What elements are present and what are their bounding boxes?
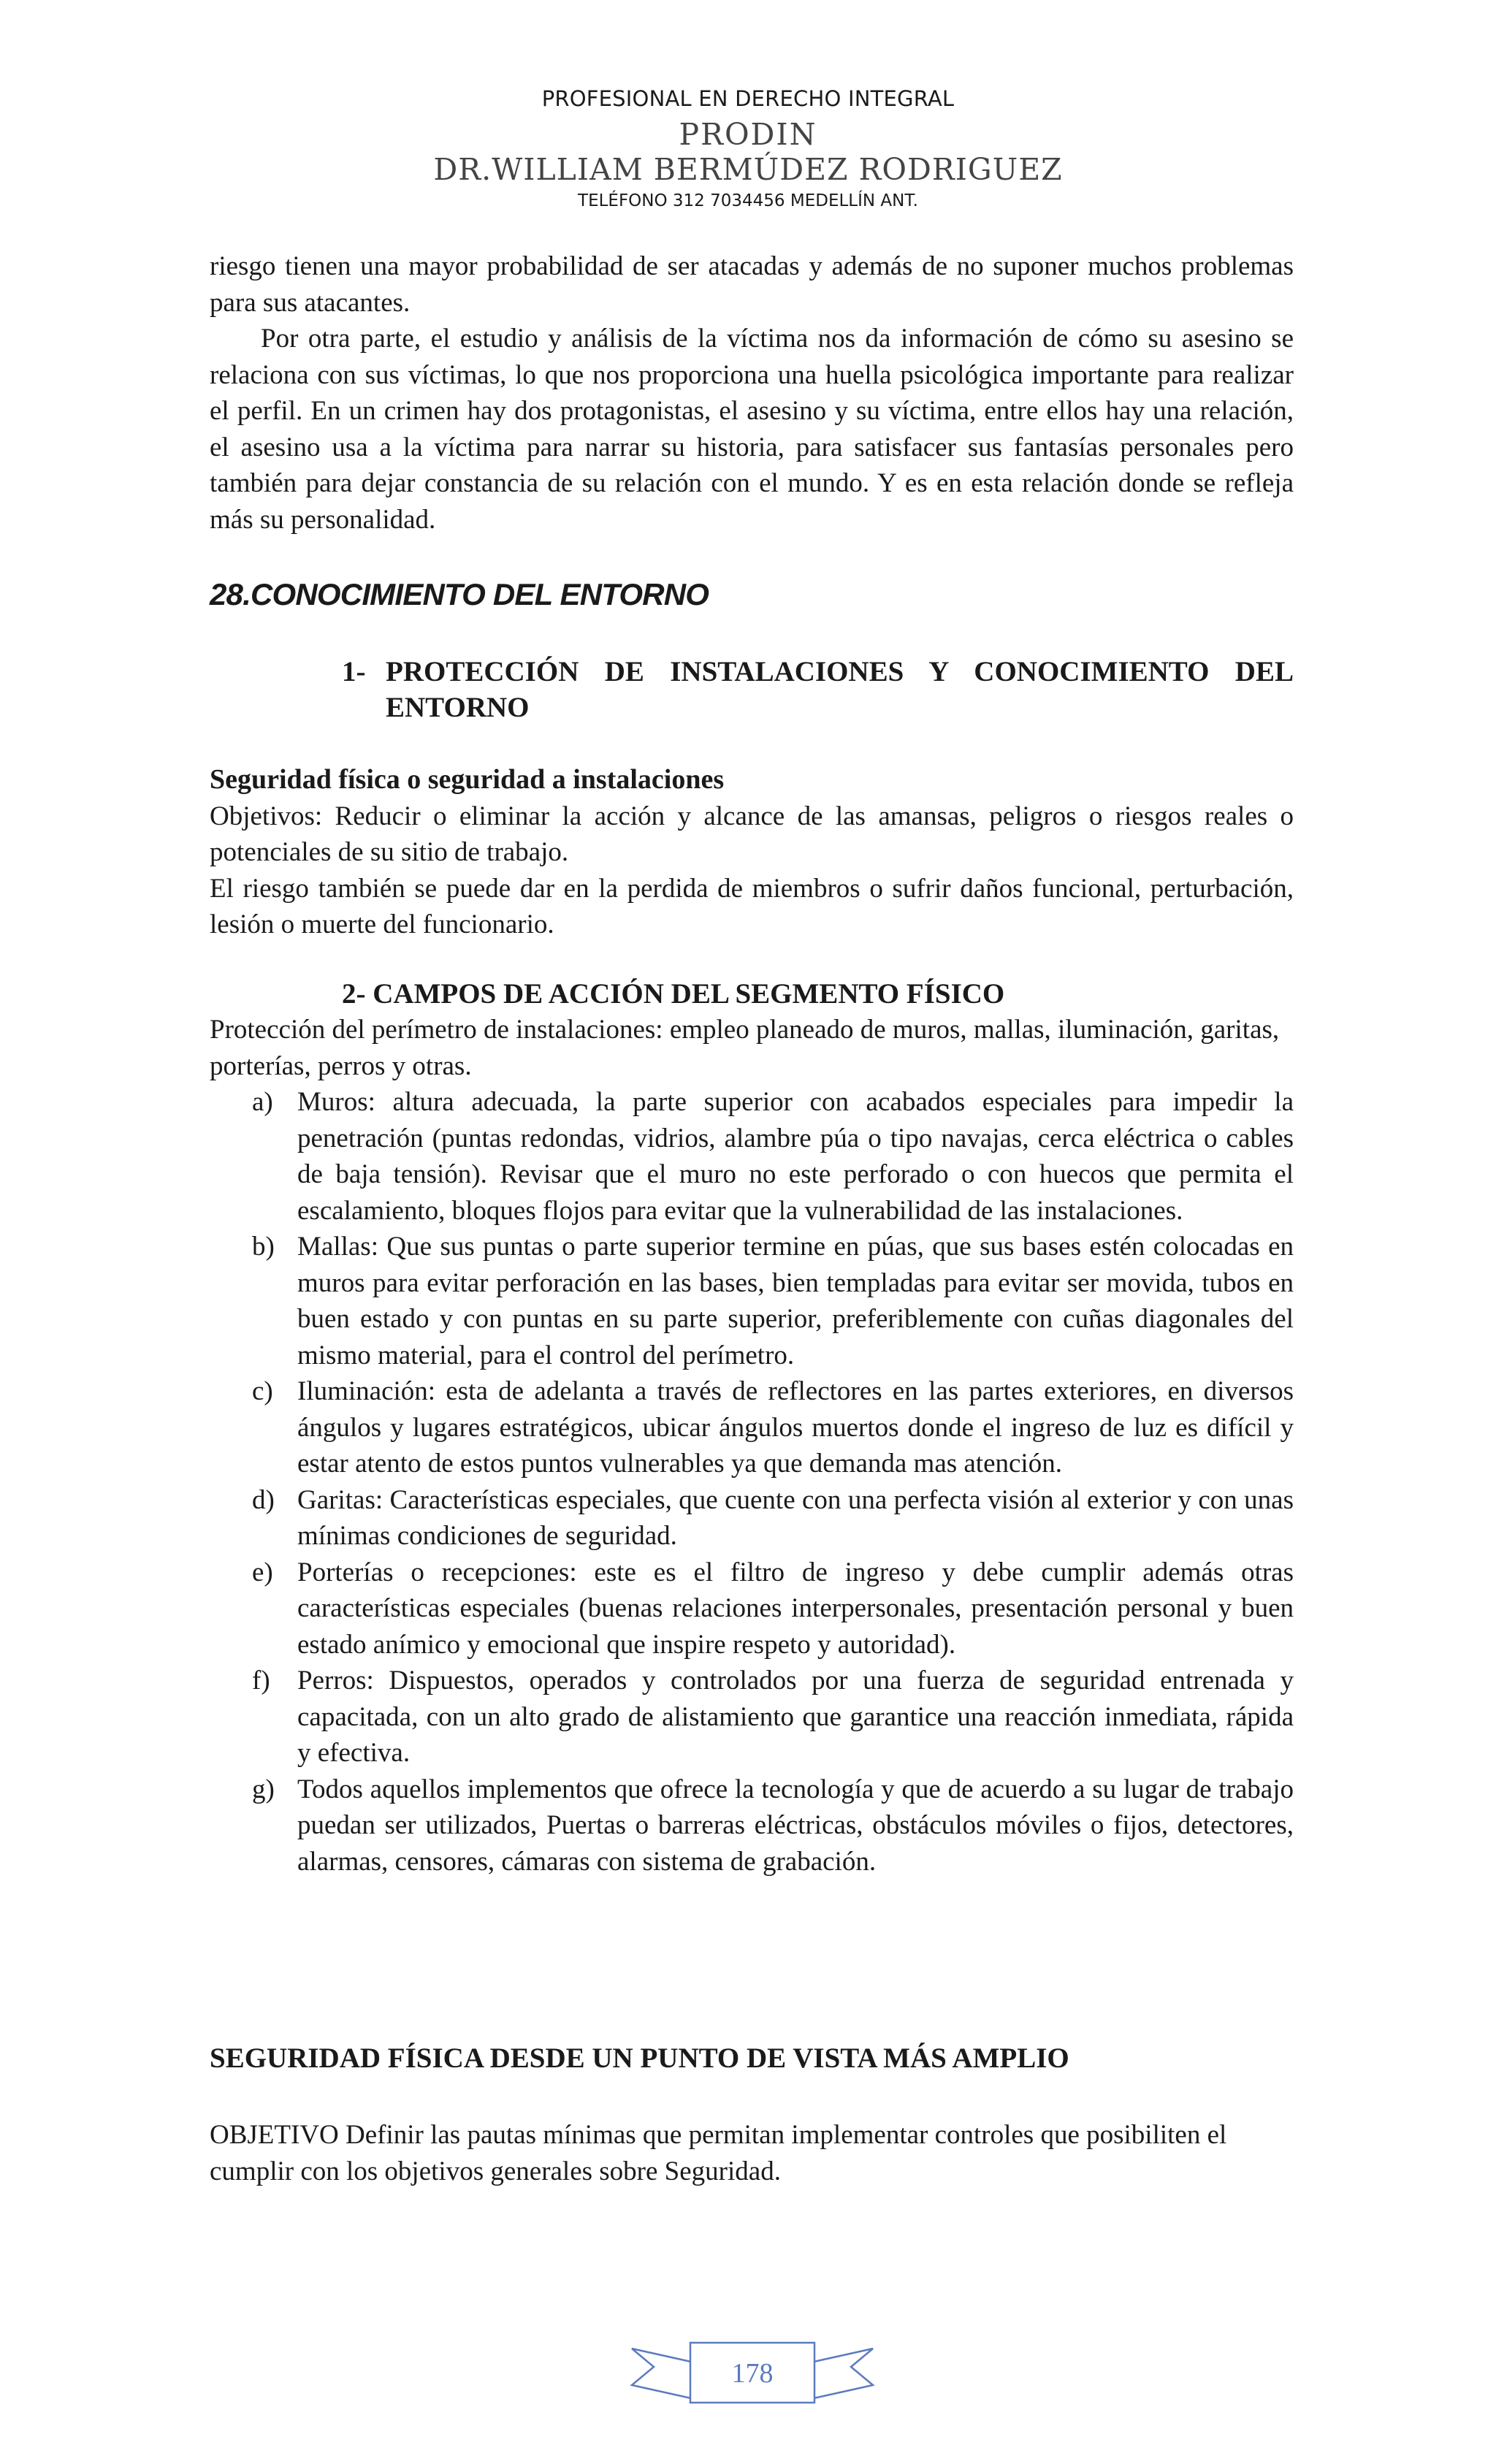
section-title: 28.CONOCIMIENTO DEL ENTORNO xyxy=(210,577,709,611)
intro-block xyxy=(210,248,1294,538)
wide-security-heading: SEGURIDAD FÍSICA DESDE UN PUNTO DE VISTA MÁS AMPLIO xyxy=(210,2042,1069,2074)
subsection-1-title: PROTECCIÓN DE INSTALACIONES Y CONOCIMIENTO DEL ENTORNO xyxy=(386,656,1294,723)
list-item: b) Mallas: Que sus puntas o parte superior termine en púas, que sus bases estén colocadas en muros para evitar perforación en las bases, bien templadas para evitar ser movida, tubos en buen estado y con puntas en su parte superior, preferiblemente con cuñas diagonales del mismo material, para el control del perímetro. xyxy=(252,1232,1294,1370)
page-number-ribbon xyxy=(628,2334,877,2414)
subsection-2-heading: 2- CAMPOS DE ACCIÓN DEL SEGMENTO FÍSICO xyxy=(342,978,1005,1010)
subsection-1-heading xyxy=(342,654,1294,725)
list-item: g) Todos aquellos implementos que ofrece la tecnología y que de acuerdo a su lugar de trabajo puedan ser utilizados, Puertas o barreras eléctricas, obstáculos móviles o fijos, detectores, alarmas, censores, cámaras con sistema de grabación. xyxy=(252,1774,1294,1877)
physical-security-block xyxy=(210,762,1294,943)
physical-security-heading: Seguridad física o seguridad a instalaciones xyxy=(210,764,725,795)
list-item: d) Garitas: Características especiales, que cuente con una perfecta visión al exterior y con unas mínimas condiciones de seguridad. xyxy=(252,1484,1294,1551)
list-item: c) Iluminación: esta de adelanta a través de reflectores en las partes exteriores, en diversos ángulos y lugares estratégicos, ubicar ángulos muertos donde el ingreso de luz es difícil y estar atento de estos puntos vulnerables ya que demanda mas atención. xyxy=(252,1376,1294,1479)
list-item: e) Porterías o recepciones: este es el filtro de ingreso y debe cumplir además otras características especiales (buenas relaciones interpersonales, presentación personal y buen estado anímico y emocional que inspire respeto y autoridad). xyxy=(252,1557,1294,1660)
subsection-1-number: 1- xyxy=(342,656,366,687)
measures-list xyxy=(210,1084,1294,1880)
objectives-paragraph: Objetivos: Reducir o eliminar la acción y alcance de las amansas, peligros o riesgos reales o potenciales de su sitio de trabajo. xyxy=(210,801,1294,867)
header-phone: TELÉFONO 312 7034456 MEDELLÍN ANT. xyxy=(578,191,918,210)
perimeter-paragraph: Protección del perímetro de instalaciones: empleo planeado de muros, mallas, iluminación, garitas, porterías, perros y otras. xyxy=(210,1015,1280,1081)
header-author: DR.WILLIAM BERMÚDEZ RODRIGUEZ xyxy=(433,152,1063,187)
risk-paragraph: El riesgo también se puede dar en la perdida de miembros o sufrir daños funcional, perturbación, lesión o muerte del funcionario. xyxy=(210,873,1294,939)
header-profession: PROFESIONAL EN DERECHO INTEGRAL xyxy=(541,86,955,111)
list-item: a) Muros: altura adecuada, la parte superior con acabados especiales para impedir la penetración (puntas redondas, vidrios, alambre púa o tipo navajas, cerca eléctrica o cables de baja tensión). Revisar que el muro no este perforado o con huecos que permita el escalamiento, bloques flojos para evitar que la vulnerabilidad de las instalaciones. xyxy=(252,1087,1294,1226)
intro-paragraph-1: riesgo tienen una mayor probabilidad de ser atacadas y además de no suponer muchos problemas para sus atacantes. xyxy=(210,251,1294,318)
list-item: f) Perros: Dispuestos, operados y controlados por una fuerza de seguridad entrenada y capacitada, con un alto grado de alistamiento que garantice una reacción inmediata, rápida y efectiva. xyxy=(252,1666,1294,1768)
intro-paragraph-2: Por otra parte, el estudio y análisis de la víctima nos da información de cómo su asesino se relaciona con sus víctimas, lo que nos proporciona una huella psicológica importante para realizar el perfil. En un crimen hay dos protagonistas, el asesino y su víctima, entre ellos hay una relación, el asesino usa a la víctima para narrar su historia, para satisfacer sus fantasías personales pero también para dejar constancia de su relación con el mundo. Y es en esta relación donde se refleja más su personalidad. xyxy=(210,324,1294,535)
ribbon-icon xyxy=(628,2334,877,2414)
page-number: 178 xyxy=(731,2358,774,2389)
wide-objective-paragraph: OBJETIVO Definir las pautas mínimas que permitan implementar controles que posibiliten el cumplir con los objetivos generales sobre Seguridad. xyxy=(210,2120,1227,2186)
header-acronym: PRODIN xyxy=(679,117,817,152)
